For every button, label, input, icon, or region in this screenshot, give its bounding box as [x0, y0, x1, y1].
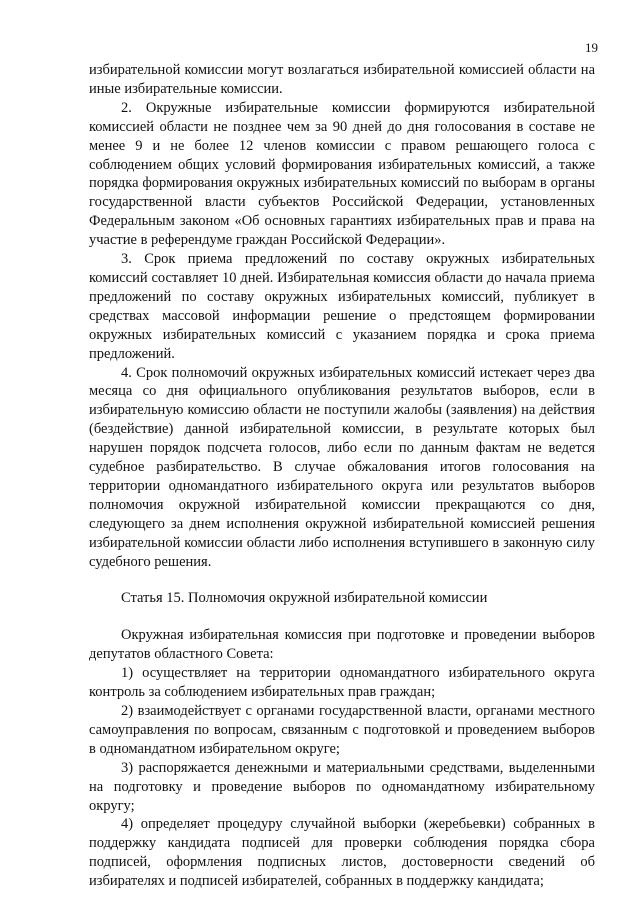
paragraph-2: 2. Окружные избирательные комиссии формируются избирательной комиссией области не позднее чем за 90 дней до дня голосования в составе не менее 9 и не более 12 членов комиссии с правом решающего голоса с соблюдением общих условий формирования избирательных комиссий, а также порядка формирования окружных избирательных комиссий по выборам в органы государственной власти субъектов Российской Федерации, установленных Федеральным законом «Об основных гарантиях избирательных прав и права на участие в референдуме граждан Российской Федерации». — [89, 99, 595, 249]
paragraph-continuation: избирательной комиссии могут возлагаться избирательной комиссией области на иные избирательные комиссии. — [89, 62, 595, 97]
article-item-2: 2) взаимодействует с органами государственной власти, органами местного самоуправления по вопросам, связанным с подготовкой и проведением выборов в одномандатном избирательном округе; — [89, 703, 595, 757]
document-body — [89, 61, 595, 891]
article-item-3: 3) распоряжается денежными и материальными средствами, выделенными на подготовку и проведение выборов по одномандатному избирательному округу; — [89, 759, 595, 814]
article-item-1: 1) осуществляет на территории одномандатного избирательного округа контроль за соблюдением избирательных прав граждан; — [89, 665, 595, 701]
article-item-4: 4) определяет процедуру случайной выборки (жеребьевки) собранных в поддержку кандидата подписей для проверки соблюдения порядка сбора подписей, оформления подписных листов, достоверности сведений об избирателях и подписей избирателей, собранных в поддержку кандидата; — [89, 816, 595, 890]
article-intro: Окружная избирательная комиссия при подготовке и проведении выборов депутатов областного Совета: — [89, 627, 595, 663]
paragraph-3: 3. Срок приема предложений по составу окружных избирательных комиссий составляет 10 дней. Избирательная комиссия области до начала приема предложений по составу окружных избирательных комиссий, публикует в средствах массовой информации решение о предстоящем формировании окружных избирательных комиссий с указанием порядка и срока приема предложений. — [89, 251, 595, 362]
page-number: 19 — [585, 40, 598, 55]
paragraph-4: 4. Срок полномочий окружных избирательных комиссий истекает через два месяца со дня официального опубликования результатов выборов, если в избирательную комиссию области не поступили жалобы (заявления) на действия (бездействие) данной избирательной комиссии, в результате которых был нарушен порядок подсчета голосов, либо если по данным фактам не ведется судебное разбирательство. В случае обжалования итогов голосования на территории одномандатного избирательного округа или результатов выборов полномочия окружной избирательной комиссии прекращаются со дня, следующего за днем исполнения окружной избирательной комиссией решения избирательной комиссии области либо исполнения вступившего в законную силу судебного решения. — [89, 364, 595, 570]
article-heading: Статья 15. Полномочия окружной избирательной комиссии — [121, 590, 488, 607]
